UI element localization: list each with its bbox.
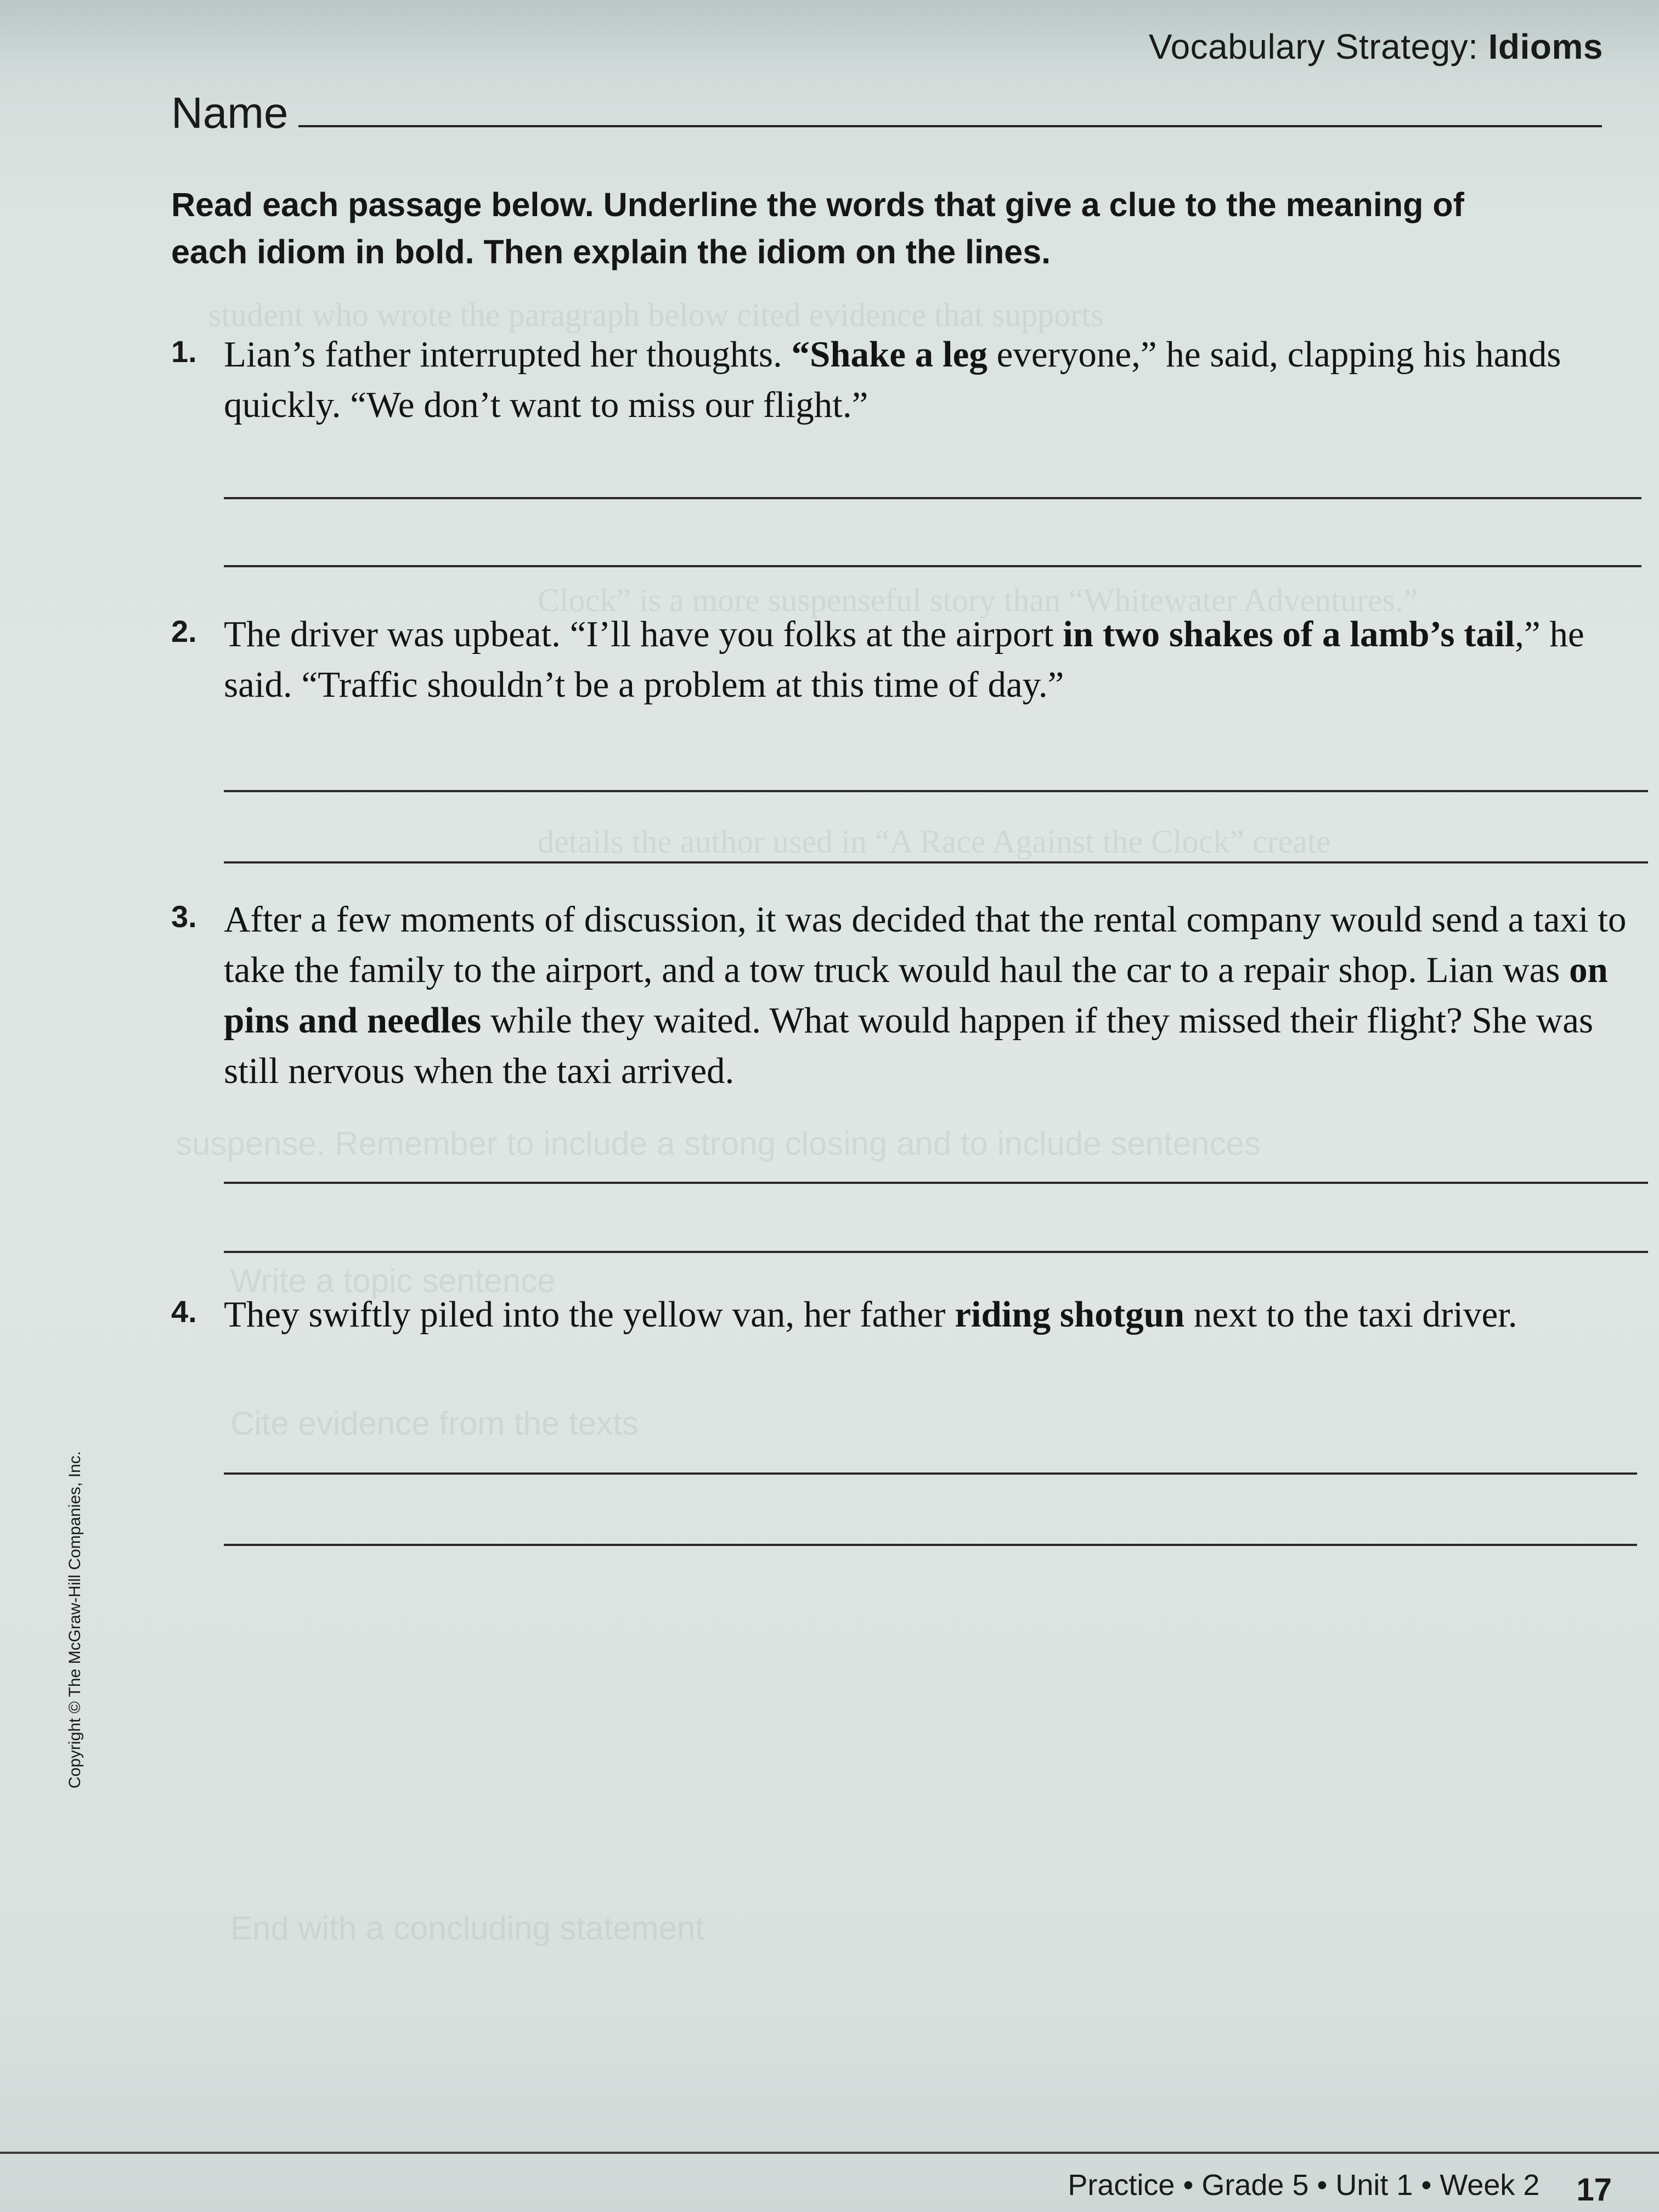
page-footer	[1068, 2166, 1612, 2208]
passage-text	[224, 1289, 1641, 1340]
passage-text	[224, 329, 1641, 430]
show-through-text: student who wrote the paragraph below cited evidence that supports	[208, 297, 1104, 333]
header-strategy-topic: Idioms	[1488, 27, 1603, 66]
question-item	[171, 609, 1641, 894]
show-through-text: End with a concluding statement	[230, 1910, 704, 1946]
passage-after: next to the taxi driver.	[1184, 1294, 1517, 1335]
answer-line[interactable]	[224, 565, 1641, 567]
answer-line[interactable]	[224, 1182, 1648, 1184]
passage-after: while they waited. What would happen if they missed their flight? She was still nervous when the taxi arrived.	[224, 1000, 1594, 1091]
question-number: 1.	[171, 334, 197, 369]
name-answer-line[interactable]	[298, 125, 1602, 127]
question-item	[171, 1289, 1641, 1564]
answer-line[interactable]	[224, 1544, 1637, 1546]
question-number: 3.	[171, 899, 197, 934]
header-strategy-prefix: Vocabulary Strategy:	[1148, 27, 1479, 66]
passage-before: After a few moments of discussion, it was decided that the rental company would send a taxi to take the family to the airport, and a tow truck would haul the car to a repair shop. Lian was	[224, 899, 1627, 990]
passage-before: The driver was upbeat. “I’ll have you folks at the airport	[224, 614, 1063, 654]
passage-text	[224, 894, 1641, 1096]
worksheet-header	[1149, 26, 1603, 67]
passage-text	[224, 609, 1641, 710]
idiom-bold: riding shotgun	[955, 1294, 1185, 1335]
idiom-bold: in two shakes of a lamb’s tail	[1063, 614, 1515, 654]
show-through-text: Cite evidence from the texts	[230, 1405, 639, 1442]
idiom-bold: “Shake a leg	[791, 334, 988, 375]
passage-after: ,” he said. “Traffic shouldn’t be a problem at this time of day.”	[224, 614, 1584, 705]
answer-line[interactable]	[224, 497, 1641, 499]
page-number: 17	[1576, 2172, 1612, 2208]
passage-before: They swiftly piled into the yellow van, her father	[224, 1294, 955, 1335]
answer-line[interactable]	[224, 1251, 1648, 1253]
answer-line[interactable]	[224, 1472, 1637, 1475]
copyright-notice: Copyright © The McGraw-Hill Companies, Inc.	[66, 1451, 84, 1788]
footer-rule	[0, 2152, 1659, 2154]
show-through-text: Clock” is a more suspenseful story than “Whitewater Adventures.”	[538, 582, 1418, 618]
passage-after: everyone,” he said, clapping his hands quickly. “We don’t want to miss our flight.”	[224, 334, 1561, 425]
show-through-text: suspense. Remember to include a strong closing and to include sentences	[176, 1125, 1261, 1162]
question-number: 4.	[171, 1294, 197, 1329]
idiom-bold: on pins and needles	[224, 950, 1608, 1041]
passage-before: Lian’s father interrupted her thoughts.	[224, 334, 792, 375]
answer-line[interactable]	[224, 861, 1648, 864]
instructions: Read each passage below. Underline the words that give a clue to the meaning of each idiom in bold. Then explain the idiom on the lines.	[171, 186, 1464, 270]
question-item	[171, 329, 1641, 592]
show-through-text: Write a topic sentence	[230, 1262, 556, 1299]
answer-line[interactable]	[224, 790, 1648, 792]
show-through-text: details the author used in “A Race Against the Clock” create	[538, 823, 1331, 860]
question-number: 2.	[171, 614, 197, 648]
footer-text: Practice • Grade 5 • Unit 1 • Week 2	[1068, 2169, 1540, 2202]
name-field	[171, 88, 1606, 143]
name-label: Name	[171, 88, 289, 137]
question-item	[171, 894, 1641, 1278]
